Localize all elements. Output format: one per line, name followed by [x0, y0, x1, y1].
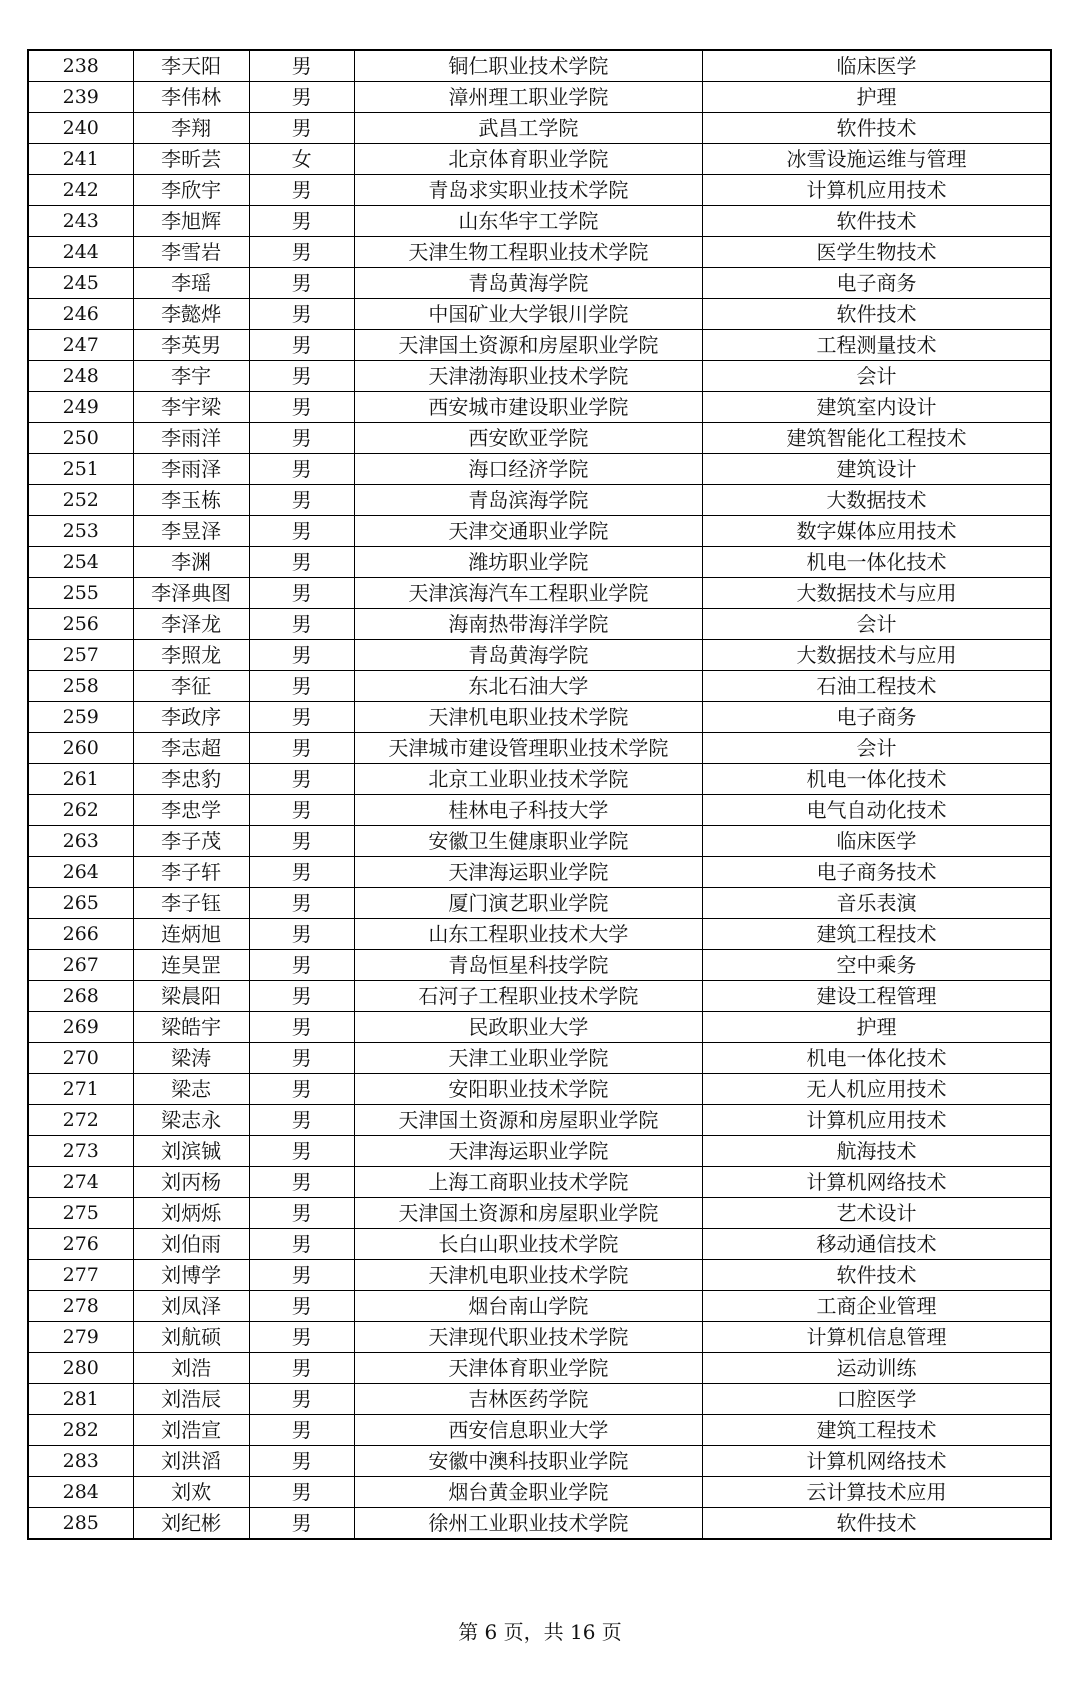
cell-number: 263	[28, 826, 133, 857]
cell-major: 机电一体化技术	[703, 1043, 1051, 1074]
table-row	[28, 1508, 1051, 1540]
cell-name: 李雨洋	[133, 423, 249, 454]
cell-gender: 男	[249, 1074, 354, 1105]
cell-gender: 男	[249, 1508, 354, 1540]
roster-table	[27, 49, 1052, 1540]
cell-school: 天津现代职业技术学院	[354, 1322, 702, 1353]
cell-gender: 男	[249, 702, 354, 733]
cell-gender: 男	[249, 1477, 354, 1508]
cell-gender: 男	[249, 237, 354, 268]
cell-major: 电子商务技术	[703, 857, 1051, 888]
cell-major: 会计	[703, 733, 1051, 764]
cell-major: 计算机信息管理	[703, 1322, 1051, 1353]
cell-number: 243	[28, 206, 133, 237]
cell-school: 天津国土资源和房屋职业学院	[354, 1198, 702, 1229]
cell-school: 安徽中澳科技职业学院	[354, 1446, 702, 1477]
table-row	[28, 1167, 1051, 1198]
cell-school: 青岛求实职业技术学院	[354, 175, 702, 206]
cell-school: 青岛滨海学院	[354, 485, 702, 516]
cell-number: 265	[28, 888, 133, 919]
cell-name: 李政序	[133, 702, 249, 733]
cell-number: 264	[28, 857, 133, 888]
cell-major: 建设工程管理	[703, 981, 1051, 1012]
cell-number: 262	[28, 795, 133, 826]
cell-gender: 男	[249, 888, 354, 919]
cell-gender: 男	[249, 733, 354, 764]
cell-major: 移动通信技术	[703, 1229, 1051, 1260]
cell-major: 建筑工程技术	[703, 1415, 1051, 1446]
cell-gender: 男	[249, 1105, 354, 1136]
cell-name: 梁皓宇	[133, 1012, 249, 1043]
cell-number: 284	[28, 1477, 133, 1508]
cell-number: 269	[28, 1012, 133, 1043]
cell-school: 海南热带海洋学院	[354, 609, 702, 640]
cell-major: 机电一体化技术	[703, 764, 1051, 795]
cell-major: 会计	[703, 609, 1051, 640]
cell-school: 长白山职业技术学院	[354, 1229, 702, 1260]
cell-number: 278	[28, 1291, 133, 1322]
table-row	[28, 1353, 1051, 1384]
cell-name: 李泽龙	[133, 609, 249, 640]
table-row	[28, 1229, 1051, 1260]
cell-number: 258	[28, 671, 133, 702]
cell-name: 刘浩	[133, 1353, 249, 1384]
cell-school: 山东华宇工学院	[354, 206, 702, 237]
table-row	[28, 1291, 1051, 1322]
cell-gender: 男	[249, 826, 354, 857]
table-row	[28, 454, 1051, 485]
cell-major: 工程测量技术	[703, 330, 1051, 361]
cell-major: 计算机应用技术	[703, 1105, 1051, 1136]
cell-major: 大数据技术与应用	[703, 578, 1051, 609]
cell-number: 241	[28, 144, 133, 175]
cell-number: 273	[28, 1136, 133, 1167]
cell-major: 护理	[703, 1012, 1051, 1043]
cell-school: 石河子工程职业技术学院	[354, 981, 702, 1012]
cell-major: 空中乘务	[703, 950, 1051, 981]
cell-gender: 男	[249, 175, 354, 206]
cell-number: 282	[28, 1415, 133, 1446]
cell-school: 西安城市建设职业学院	[354, 392, 702, 423]
cell-gender: 男	[249, 640, 354, 671]
table-row	[28, 268, 1051, 299]
cell-number: 259	[28, 702, 133, 733]
cell-major: 大数据技术与应用	[703, 640, 1051, 671]
table-row	[28, 206, 1051, 237]
cell-gender: 男	[249, 268, 354, 299]
cell-school: 民政职业大学	[354, 1012, 702, 1043]
table-row	[28, 547, 1051, 578]
table-row	[28, 919, 1051, 950]
cell-number: 256	[28, 609, 133, 640]
cell-major: 计算机网络技术	[703, 1167, 1051, 1198]
cell-name: 李昕芸	[133, 144, 249, 175]
cell-number: 248	[28, 361, 133, 392]
cell-number: 267	[28, 950, 133, 981]
cell-major: 软件技术	[703, 1260, 1051, 1291]
cell-major: 建筑设计	[703, 454, 1051, 485]
cell-gender: 男	[249, 547, 354, 578]
cell-school: 天津机电职业技术学院	[354, 1260, 702, 1291]
cell-major: 口腔医学	[703, 1384, 1051, 1415]
cell-gender: 男	[249, 764, 354, 795]
cell-number: 251	[28, 454, 133, 485]
cell-number: 261	[28, 764, 133, 795]
table-row	[28, 516, 1051, 547]
cell-major: 医学生物技术	[703, 237, 1051, 268]
cell-name: 李翔	[133, 113, 249, 144]
table-row	[28, 1415, 1051, 1446]
cell-number: 255	[28, 578, 133, 609]
cell-school: 厦门演艺职业学院	[354, 888, 702, 919]
cell-name: 李雨泽	[133, 454, 249, 485]
cell-number: 268	[28, 981, 133, 1012]
cell-major: 计算机应用技术	[703, 175, 1051, 206]
cell-school: 天津体育职业学院	[354, 1353, 702, 1384]
cell-school: 山东工程职业技术大学	[354, 919, 702, 950]
cell-name: 刘丙杨	[133, 1167, 249, 1198]
cell-school: 天津城市建设管理职业技术学院	[354, 733, 702, 764]
cell-major: 建筑室内设计	[703, 392, 1051, 423]
cell-gender: 男	[249, 795, 354, 826]
table-row	[28, 671, 1051, 702]
cell-school: 潍坊职业学院	[354, 547, 702, 578]
cell-name: 李雪岩	[133, 237, 249, 268]
table-row	[28, 361, 1051, 392]
cell-major: 音乐表演	[703, 888, 1051, 919]
cell-school: 天津工业职业学院	[354, 1043, 702, 1074]
cell-gender: 男	[249, 423, 354, 454]
cell-gender: 男	[249, 857, 354, 888]
cell-number: 245	[28, 268, 133, 299]
cell-number: 275	[28, 1198, 133, 1229]
table-row	[28, 857, 1051, 888]
table-row	[28, 1105, 1051, 1136]
cell-school: 北京工业职业技术学院	[354, 764, 702, 795]
cell-number: 281	[28, 1384, 133, 1415]
table-row	[28, 1446, 1051, 1477]
table-row	[28, 113, 1051, 144]
cell-name: 李旭辉	[133, 206, 249, 237]
cell-number: 240	[28, 113, 133, 144]
cell-major: 工商企业管理	[703, 1291, 1051, 1322]
cell-gender: 男	[249, 299, 354, 330]
roster-table-body	[28, 50, 1051, 1539]
cell-number: 253	[28, 516, 133, 547]
cell-major: 大数据技术	[703, 485, 1051, 516]
table-row	[28, 640, 1051, 671]
cell-school: 天津滨海汽车工程职业学院	[354, 578, 702, 609]
cell-name: 刘欢	[133, 1477, 249, 1508]
cell-major: 护理	[703, 82, 1051, 113]
cell-number: 285	[28, 1508, 133, 1540]
cell-gender: 男	[249, 1322, 354, 1353]
cell-gender: 男	[249, 454, 354, 485]
cell-school: 青岛黄海学院	[354, 268, 702, 299]
cell-name: 李忠豹	[133, 764, 249, 795]
cell-major: 电子商务	[703, 702, 1051, 733]
cell-number: 276	[28, 1229, 133, 1260]
table-row	[28, 1198, 1051, 1229]
cell-school: 桂林电子科技大学	[354, 795, 702, 826]
cell-name: 李玉栋	[133, 485, 249, 516]
cell-name: 李渊	[133, 547, 249, 578]
cell-number: 266	[28, 919, 133, 950]
cell-name: 李伟林	[133, 82, 249, 113]
cell-gender: 男	[249, 981, 354, 1012]
table-row	[28, 50, 1051, 82]
cell-name: 李子钰	[133, 888, 249, 919]
cell-major: 计算机网络技术	[703, 1446, 1051, 1477]
cell-major: 软件技术	[703, 113, 1051, 144]
cell-school: 上海工商职业技术学院	[354, 1167, 702, 1198]
cell-gender: 男	[249, 1415, 354, 1446]
cell-name: 李宇	[133, 361, 249, 392]
table-row	[28, 1384, 1051, 1415]
table-row	[28, 950, 1051, 981]
cell-name: 李子茂	[133, 826, 249, 857]
cell-name: 刘浩辰	[133, 1384, 249, 1415]
cell-school: 北京体育职业学院	[354, 144, 702, 175]
cell-name: 李宇梁	[133, 392, 249, 423]
cell-major: 无人机应用技术	[703, 1074, 1051, 1105]
table-row	[28, 702, 1051, 733]
cell-gender: 男	[249, 1198, 354, 1229]
cell-school: 天津国土资源和房屋职业学院	[354, 1105, 702, 1136]
page-number-text: 第 6 页，共 16 页	[458, 1620, 622, 1644]
cell-major: 电气自动化技术	[703, 795, 1051, 826]
cell-number: 252	[28, 485, 133, 516]
page-footer	[0, 1618, 1080, 1646]
cell-gender: 男	[249, 671, 354, 702]
cell-school: 安徽卫生健康职业学院	[354, 826, 702, 857]
cell-number: 280	[28, 1353, 133, 1384]
cell-gender: 男	[249, 950, 354, 981]
cell-name: 梁志永	[133, 1105, 249, 1136]
cell-major: 艺术设计	[703, 1198, 1051, 1229]
cell-school: 天津国土资源和房屋职业学院	[354, 330, 702, 361]
cell-number: 250	[28, 423, 133, 454]
cell-gender: 男	[249, 330, 354, 361]
cell-gender: 男	[249, 1229, 354, 1260]
cell-gender: 男	[249, 1260, 354, 1291]
cell-name: 李昱泽	[133, 516, 249, 547]
cell-school: 天津机电职业技术学院	[354, 702, 702, 733]
cell-gender: 女	[249, 144, 354, 175]
cell-name: 刘纪彬	[133, 1508, 249, 1540]
cell-school: 天津渤海职业技术学院	[354, 361, 702, 392]
table-row	[28, 1012, 1051, 1043]
cell-gender: 男	[249, 1136, 354, 1167]
cell-name: 李泽典图	[133, 578, 249, 609]
table-row	[28, 826, 1051, 857]
cell-name: 刘洪滔	[133, 1446, 249, 1477]
table-row	[28, 485, 1051, 516]
cell-major: 云计算技术应用	[703, 1477, 1051, 1508]
cell-name: 李忠学	[133, 795, 249, 826]
cell-name: 刘炳烁	[133, 1198, 249, 1229]
cell-gender: 男	[249, 1384, 354, 1415]
table-row	[28, 1074, 1051, 1105]
cell-name: 刘博学	[133, 1260, 249, 1291]
cell-major: 建筑工程技术	[703, 919, 1051, 950]
cell-gender: 男	[249, 1043, 354, 1074]
cell-gender: 男	[249, 1167, 354, 1198]
cell-gender: 男	[249, 1291, 354, 1322]
table-row	[28, 299, 1051, 330]
table-row	[28, 609, 1051, 640]
cell-name: 连炳旭	[133, 919, 249, 950]
cell-major: 航海技术	[703, 1136, 1051, 1167]
table-row	[28, 1136, 1051, 1167]
cell-gender: 男	[249, 206, 354, 237]
cell-name: 刘凤泽	[133, 1291, 249, 1322]
table-row	[28, 981, 1051, 1012]
cell-school: 烟台黄金职业学院	[354, 1477, 702, 1508]
cell-gender: 男	[249, 516, 354, 547]
table-row	[28, 1477, 1051, 1508]
table-row	[28, 888, 1051, 919]
cell-school: 西安信息职业大学	[354, 1415, 702, 1446]
cell-name: 刘伯雨	[133, 1229, 249, 1260]
cell-name: 李志超	[133, 733, 249, 764]
cell-gender: 男	[249, 609, 354, 640]
cell-school: 武昌工学院	[354, 113, 702, 144]
cell-major: 冰雪设施运维与管理	[703, 144, 1051, 175]
cell-major: 软件技术	[703, 299, 1051, 330]
cell-number: 270	[28, 1043, 133, 1074]
cell-major: 临床医学	[703, 826, 1051, 857]
table-row	[28, 578, 1051, 609]
cell-school: 吉林医药学院	[354, 1384, 702, 1415]
cell-name: 李欣宇	[133, 175, 249, 206]
cell-gender: 男	[249, 578, 354, 609]
cell-gender: 男	[249, 485, 354, 516]
cell-name: 李瑶	[133, 268, 249, 299]
cell-number: 271	[28, 1074, 133, 1105]
cell-major: 软件技术	[703, 206, 1051, 237]
cell-school: 天津海运职业学院	[354, 857, 702, 888]
cell-gender: 男	[249, 1012, 354, 1043]
cell-name: 梁晨阳	[133, 981, 249, 1012]
cell-number: 247	[28, 330, 133, 361]
cell-school: 铜仁职业技术学院	[354, 50, 702, 82]
cell-name: 李子轩	[133, 857, 249, 888]
cell-school: 安阳职业技术学院	[354, 1074, 702, 1105]
cell-name: 梁涛	[133, 1043, 249, 1074]
cell-major: 石油工程技术	[703, 671, 1051, 702]
cell-number: 283	[28, 1446, 133, 1477]
cell-school: 徐州工业职业技术学院	[354, 1508, 702, 1540]
table-row	[28, 423, 1051, 454]
table-row	[28, 1260, 1051, 1291]
cell-major: 会计	[703, 361, 1051, 392]
cell-gender: 男	[249, 50, 354, 82]
cell-number: 274	[28, 1167, 133, 1198]
cell-gender: 男	[249, 1353, 354, 1384]
cell-name: 刘航硕	[133, 1322, 249, 1353]
cell-number: 254	[28, 547, 133, 578]
cell-gender: 男	[249, 392, 354, 423]
cell-number: 244	[28, 237, 133, 268]
cell-number: 239	[28, 82, 133, 113]
cell-number: 238	[28, 50, 133, 82]
cell-gender: 男	[249, 1446, 354, 1477]
cell-number: 277	[28, 1260, 133, 1291]
cell-name: 李照龙	[133, 640, 249, 671]
cell-gender: 男	[249, 113, 354, 144]
table-row	[28, 795, 1051, 826]
cell-school: 烟台南山学院	[354, 1291, 702, 1322]
cell-number: 272	[28, 1105, 133, 1136]
table-row	[28, 392, 1051, 423]
cell-number: 279	[28, 1322, 133, 1353]
cell-major: 数字媒体应用技术	[703, 516, 1051, 547]
table-row	[28, 175, 1051, 206]
cell-gender: 男	[249, 361, 354, 392]
cell-school: 东北石油大学	[354, 671, 702, 702]
cell-major: 软件技术	[703, 1508, 1051, 1540]
cell-school: 漳州理工职业学院	[354, 82, 702, 113]
table-row	[28, 1322, 1051, 1353]
cell-gender: 男	[249, 919, 354, 950]
cell-major: 建筑智能化工程技术	[703, 423, 1051, 454]
cell-school: 青岛恒星科技学院	[354, 950, 702, 981]
cell-name: 李英男	[133, 330, 249, 361]
cell-name: 刘浩宣	[133, 1415, 249, 1446]
cell-school: 中国矿业大学银川学院	[354, 299, 702, 330]
cell-name: 梁志	[133, 1074, 249, 1105]
cell-gender: 男	[249, 82, 354, 113]
cell-major: 机电一体化技术	[703, 547, 1051, 578]
table-row	[28, 1043, 1051, 1074]
cell-number: 242	[28, 175, 133, 206]
cell-school: 天津生物工程职业技术学院	[354, 237, 702, 268]
cell-number: 260	[28, 733, 133, 764]
cell-school: 天津交通职业学院	[354, 516, 702, 547]
cell-major: 运动训练	[703, 1353, 1051, 1384]
cell-name: 连昊罡	[133, 950, 249, 981]
cell-school: 青岛黄海学院	[354, 640, 702, 671]
cell-major: 电子商务	[703, 268, 1051, 299]
table-row	[28, 144, 1051, 175]
table-row	[28, 330, 1051, 361]
table-row	[28, 764, 1051, 795]
cell-number: 257	[28, 640, 133, 671]
cell-name: 李征	[133, 671, 249, 702]
cell-name: 刘滨铖	[133, 1136, 249, 1167]
table-row	[28, 237, 1051, 268]
cell-major: 临床医学	[703, 50, 1051, 82]
table-row	[28, 82, 1051, 113]
cell-school: 海口经济学院	[354, 454, 702, 485]
cell-school: 天津海运职业学院	[354, 1136, 702, 1167]
cell-name: 李懿烨	[133, 299, 249, 330]
cell-number: 246	[28, 299, 133, 330]
cell-number: 249	[28, 392, 133, 423]
table-row	[28, 733, 1051, 764]
cell-name: 李天阳	[133, 50, 249, 82]
cell-school: 西安欧亚学院	[354, 423, 702, 454]
